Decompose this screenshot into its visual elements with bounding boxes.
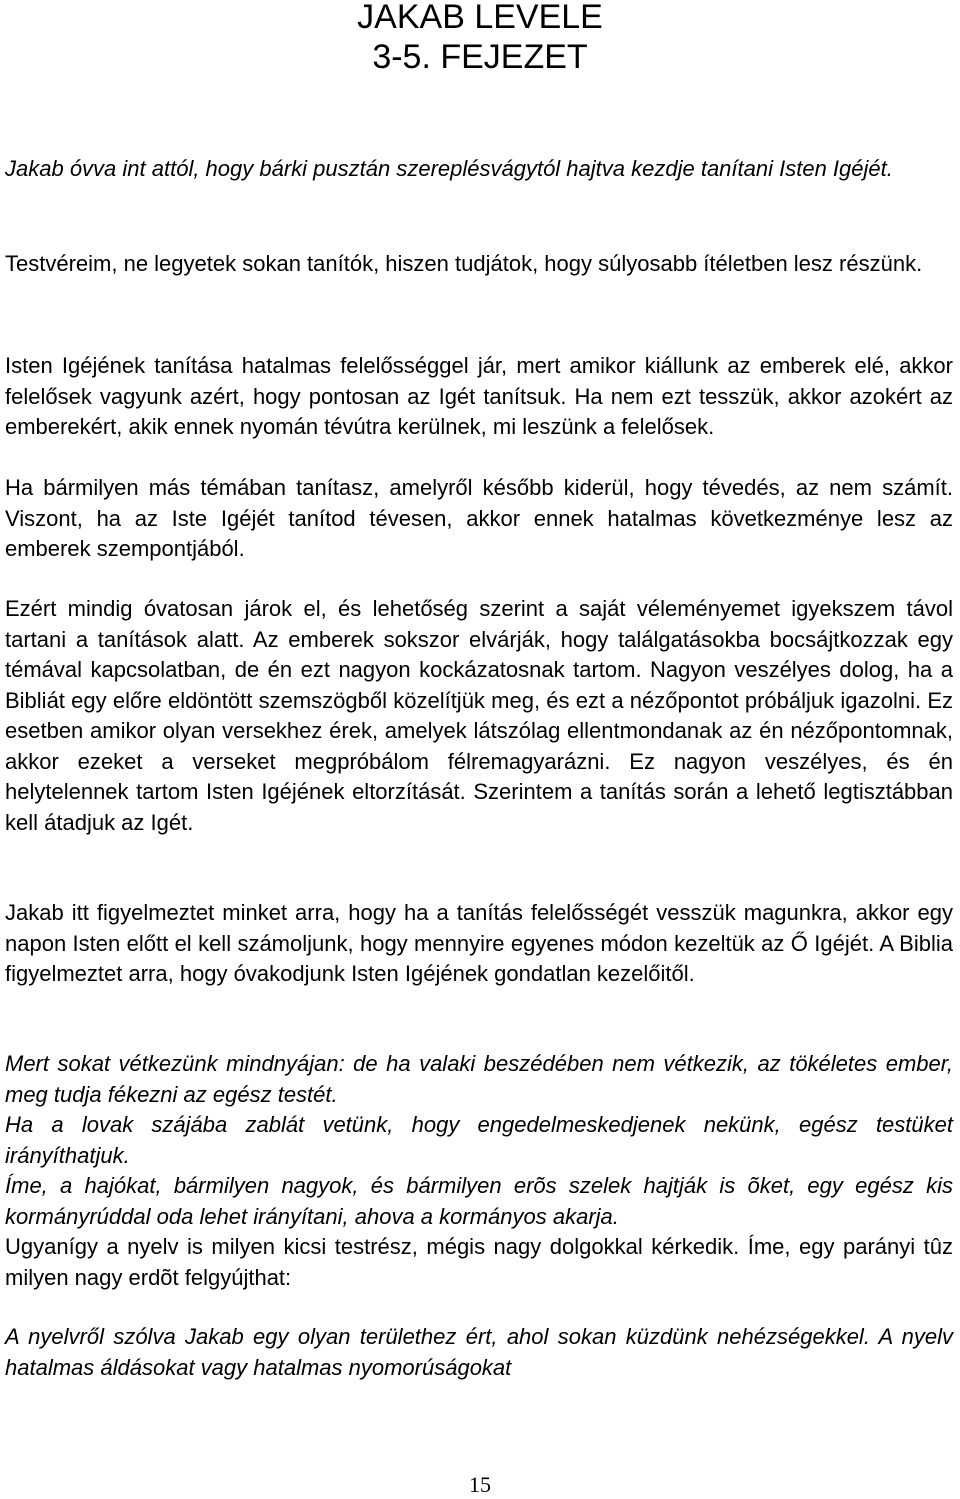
- chapter-subtitle: 3-5. FEJEZET: [372, 38, 588, 76]
- body-paragraph-4: A nyelvről szólva Jakab egy olyan területhez ért, ahol sokan küzdünk nehézségekkel. A nyelv hatalmas áldásokat vagy hatalmas nyomorúságokat: [5, 1324, 953, 1380]
- scripture-quote-2d: Ugyanígy a nyelv is milyen kicsi testrész, mégis nagy dolgokkal kérkedik. Íme, egy parányi tûz milyen nagy erdõt felgyújthat:: [5, 1234, 953, 1290]
- body-paragraph-3: Jakab itt figyelmeztet minket arra, hogy ha a tanítás felelősségét vesszük magunkra, akkor egy napon Isten előtt el kell számoljunk, hogy mennyire egyenes módon kezeltük az Ő Igéjét. A Biblia figyelmeztet arra, hogy óvakodjunk Isten Igéjének gondatlan kezelőitől.: [5, 900, 953, 986]
- page-number: 15: [469, 1472, 491, 1497]
- body-paragraph-1a: Isten Igéjének tanítása hatalmas felelősséggel jár, mert amikor kiállunk az emberek elé, akkor felelősek vagyunk azért, hogy pontosan az Igét tanítsuk. Ha nem ezt tesszük, akkor azokért az emberekért, akik ennek nyomán tévútra kerülnek, mi leszünk a felelősek.: [5, 353, 953, 439]
- scripture-quote-1: Testvéreim, ne legyetek sokan tanítók, hiszen tudjátok, hogy súlyosabb ítéletben lesz részünk.: [5, 251, 923, 276]
- scripture-quote-2c: Íme, a hajókat, bármilyen nagyok, és bármilyen erõs szelek hajtják is õket, egy egész kis kormányrúddal oda lehet irányítani, ahova a kormányos akarja.: [5, 1173, 953, 1229]
- document-title: JAKAB LEVELE: [357, 0, 603, 36]
- scripture-quote-2b: Ha a lovak szájába zablát vetünk, hogy engedelmeskedjenek nekünk, egész testüket irányíthatjuk.: [5, 1112, 953, 1168]
- scripture-quote-2a: Mert sokat vétkezünk mindnyájan: de ha valaki beszédében nem vétkezik, az tökéletes ember, meg tudja fékezni az egész testét.: [5, 1051, 953, 1107]
- intro-paragraph: Jakab óvva int attól, hogy bárki pusztán szereplésvágytól hajtva kezdje tanítani Isten Igéjét.: [5, 156, 893, 181]
- body-paragraph-1b: Ha bármilyen más témában tanítasz, amelyről később kiderül, hogy tévedés, az nem számít. Viszont, ha az Iste Igéjét tanítod tévesen, akkor ennek hatalmas következménye lesz az emberek szempontjából.: [5, 475, 953, 561]
- body-paragraph-2: Ezért mindig óvatosan járok el, és lehetőség szerint a saját véleményemet igyekszem távol tartani a tanítások alatt. Az emberek sokszor elvárják, hogy találgatásokba bocsájtkozzak egy témával kapcsolatban, de én ezt nagyon kockázatosnak tartom. Nagyon veszélyes dolog, ha a Bibliát egy előre eldöntött szemszögből közelítjük meg, és ezt a nézőpontot próbáljuk igazolni. Ez esetben amikor olyan versekhez érek, amelyek látszólag ellentmondanak az én nézőpontomnak, akkor ezeket a verseket megpróbálom félremagyarázni. Ez nagyon veszélyes, és én helytelennek tartom Isten Igéjének eltorzítását. Szerintem a tanítás során a lehető legtisztábban kell átadjuk az Igét.: [5, 596, 953, 835]
